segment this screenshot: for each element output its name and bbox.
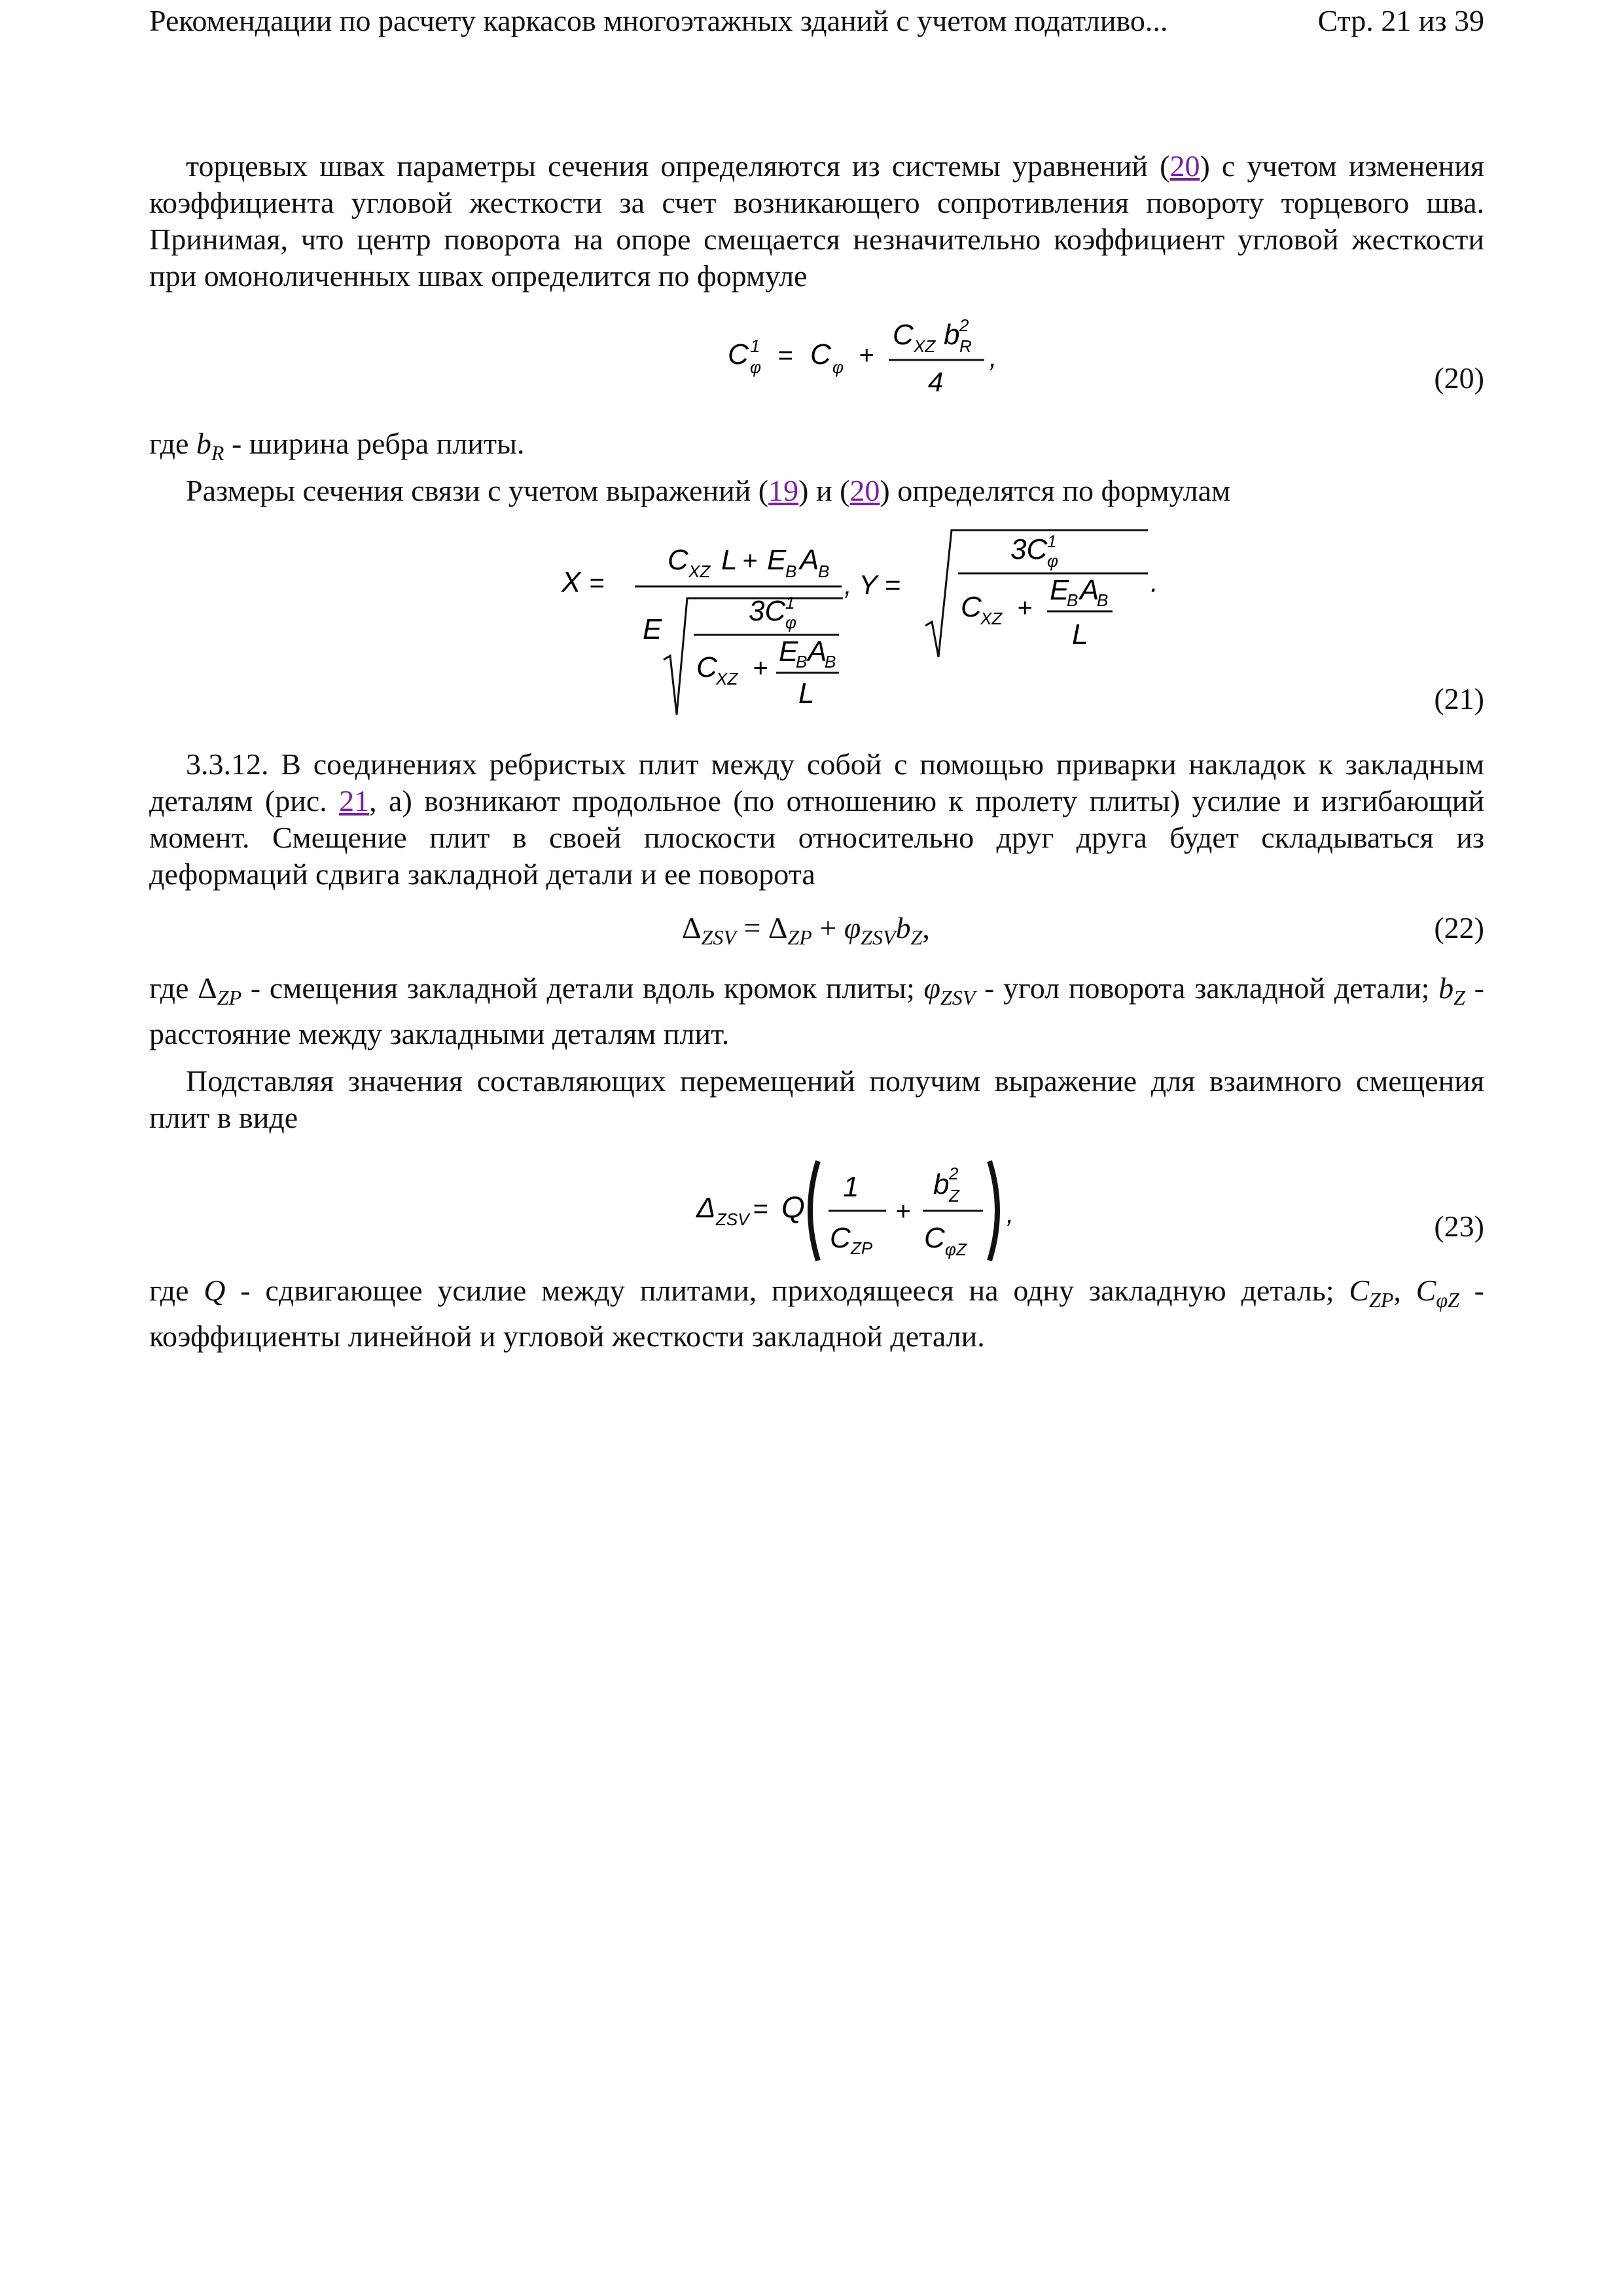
eq21-inner-num-a-sub: B [825, 652, 836, 672]
eq23-delta-sub: ZSV [716, 1210, 749, 1229]
eq21-num-l: L [721, 544, 738, 576]
eq20-lhs-sub: φ [750, 357, 761, 377]
eq21-x: X [562, 566, 581, 598]
equation-number-21: (21) [1434, 682, 1484, 715]
eq20-c-sub: φ [832, 357, 844, 377]
ref-link-20[interactable]: 20 [1169, 149, 1200, 183]
eq20-equals: = [777, 341, 793, 370]
equation-20 [725, 312, 1131, 403]
eq20-num-b-sup: 2 [959, 315, 969, 335]
eq23-num2-sup: 2 [949, 1164, 959, 1183]
eq23-q: Q [781, 1190, 805, 1224]
equation-21-graphic [559, 529, 1213, 725]
ref-link-21[interactable]: 21 [339, 784, 370, 817]
eq21-num-c: C [668, 544, 688, 576]
eq20-lhs: C [728, 338, 749, 370]
eq23-num2-sub: Z [949, 1186, 959, 1206]
eq20-num-c-sub: XZ [914, 336, 936, 356]
eq21-num-plus: + [742, 547, 758, 575]
eq20-den: 4 [928, 367, 944, 397]
eq21-dot: . [1150, 567, 1158, 598]
page-indicator: Стр. 21 из 39 [1317, 4, 1484, 37]
paragraph-6: Подставляя значения составляющих перемещений получим выражение для взаимного смещения плит в виде [149, 1064, 1484, 1134]
eq21-rad-num-sup: 1 [785, 593, 795, 613]
eq21-y-den-c-sub: XZ [980, 609, 1003, 628]
equation-23-graphic [690, 1155, 1148, 1272]
eq21-y-inner-num-e-sub: B [1067, 590, 1079, 610]
equation-number-20: (20) [1434, 361, 1484, 395]
equation-22: $\Delta_{ZSV} = \Delta_{ZP} + \varphi_{ZSV}b_Z$, [682, 911, 930, 950]
eq21-inner-num-e-sub: B [796, 652, 808, 672]
eq21-equals: = [589, 569, 605, 598]
paragraph-2: где $b_R$ - ширина ребра плиты. [149, 427, 525, 465]
eq23-comma: , [1007, 1200, 1014, 1229]
eq21-y-inner-num-e: E [1050, 574, 1069, 606]
eq20-num-b-sub: R [959, 336, 972, 356]
eq21-rad-num-sub: φ [785, 613, 796, 632]
paragraph-3: Размеры сечения связи с учетом выражений (19) и (20) определятся по формулам [186, 474, 1231, 507]
eq21-rad-num: 3C [749, 595, 786, 627]
eq20-num-b: b [944, 319, 960, 351]
eq21-inner-num-e: E [779, 636, 798, 668]
eq21-num-c-sub: XZ [688, 562, 711, 581]
paragraph-4: 3.3.12. В соединениях ребристых плит между собой с помощью приварки накладок к закладным деталям (рис. 21, а) возникают продольное (по отношению к пролету плиты) усилие и изгибающий момент. Смещение плит в своей плоскости относительно друг друга будет складываться из деформаций сдвига закладной детали и ее поворота [149, 747, 1484, 891]
eq23-one: 1 [843, 1171, 859, 1203]
eq20-num-c: C [893, 319, 914, 351]
eq23-den2-c: C [924, 1222, 945, 1254]
eq23-den2-sub: φZ [945, 1240, 967, 1259]
equation-20-graphic [725, 312, 1131, 403]
eq23-num2-b: b [933, 1168, 950, 1200]
equation-21 [559, 529, 1213, 725]
eq21-num-e-sub: B [785, 562, 797, 581]
eq23-equals: = [753, 1194, 768, 1223]
eq21-num-e: E [767, 544, 787, 576]
eq21-y-inner-num-a-sub: B [1097, 590, 1109, 610]
eq23-den1-sub: ZP [851, 1238, 873, 1258]
eq21-rad-den-c-sub: XZ [716, 669, 738, 689]
eq23-den1-c: C [830, 1222, 851, 1254]
equation-number-22: (22) [1434, 911, 1484, 944]
eq23-delta: Δ [696, 1192, 716, 1224]
eq20-plus: + [859, 341, 874, 370]
paragraph-5: где $\Delta_{ZP}$ - смещения закладной детали вдоль кромок плиты; $\varphi_{ZSV}$ - угол поворота закладной детали; $b_Z$ - расстояние между закладными деталям плит. [149, 971, 1484, 1051]
eq23-plus: + [895, 1197, 911, 1226]
eq21-y-den-plus: + [1017, 594, 1033, 622]
eq21-inner-den-l: L [798, 677, 815, 709]
eq21-rad-den-plus: + [753, 654, 768, 683]
equation-23 [690, 1155, 1148, 1272]
eq21-y-inner-num-a: A [1080, 574, 1099, 606]
eq23-right-paren [990, 1161, 997, 1261]
eq20-comma: , [990, 344, 997, 372]
eq21-y-den-c: C [961, 591, 982, 623]
eq21-rad-den-c: C [696, 651, 717, 683]
eq21-y-rad-num: 3C [1010, 533, 1048, 565]
eq20-c: C [810, 338, 831, 370]
eq21-num-a-sub: B [818, 562, 830, 581]
paragraph-7: где Q - сдвигающее усилие между плитами, приходящееся на одну закладную деталь; $C_{ZP}$, $C_{\varphi Z}$ - коэффициенты линейной и угловой жесткости закладной детали. [149, 1274, 1485, 1354]
eq21-y-label: , Y = [844, 569, 901, 600]
eq21-inner-num-a: A [808, 636, 827, 668]
eq21-y-rad-num-sup: 1 [1047, 531, 1057, 551]
eq23-left-paren [810, 1161, 818, 1261]
ref-link-20b[interactable]: 20 [849, 474, 880, 507]
equation-number-23: (23) [1434, 1210, 1484, 1243]
eq21-y-inner-den-l: L [1072, 619, 1088, 651]
eq21-den-e: E [643, 613, 662, 645]
eq20-lhs-sup: 1 [750, 336, 760, 356]
document-title: Рекомендации по расчету каркасов многоэтажных зданий с учетом податливо... [149, 4, 1168, 37]
page-header [149, 3, 1484, 39]
eq21-num-a: A [800, 544, 819, 576]
ref-link-19[interactable]: 19 [768, 474, 799, 507]
eq21-y-rad-num-sub: φ [1047, 551, 1058, 571]
paragraph-1: торцевых швах параметры сечения определяются из системы уравнений (20) с учетом изменения коэффициента угловой жесткости за счет возникающего сопротивления повороту торцевого шва. Принимая, что центр поворота на опоре смещается незначительно коэффициент угловой жесткости при омоноличенных швах определится по формуле [149, 149, 1485, 293]
